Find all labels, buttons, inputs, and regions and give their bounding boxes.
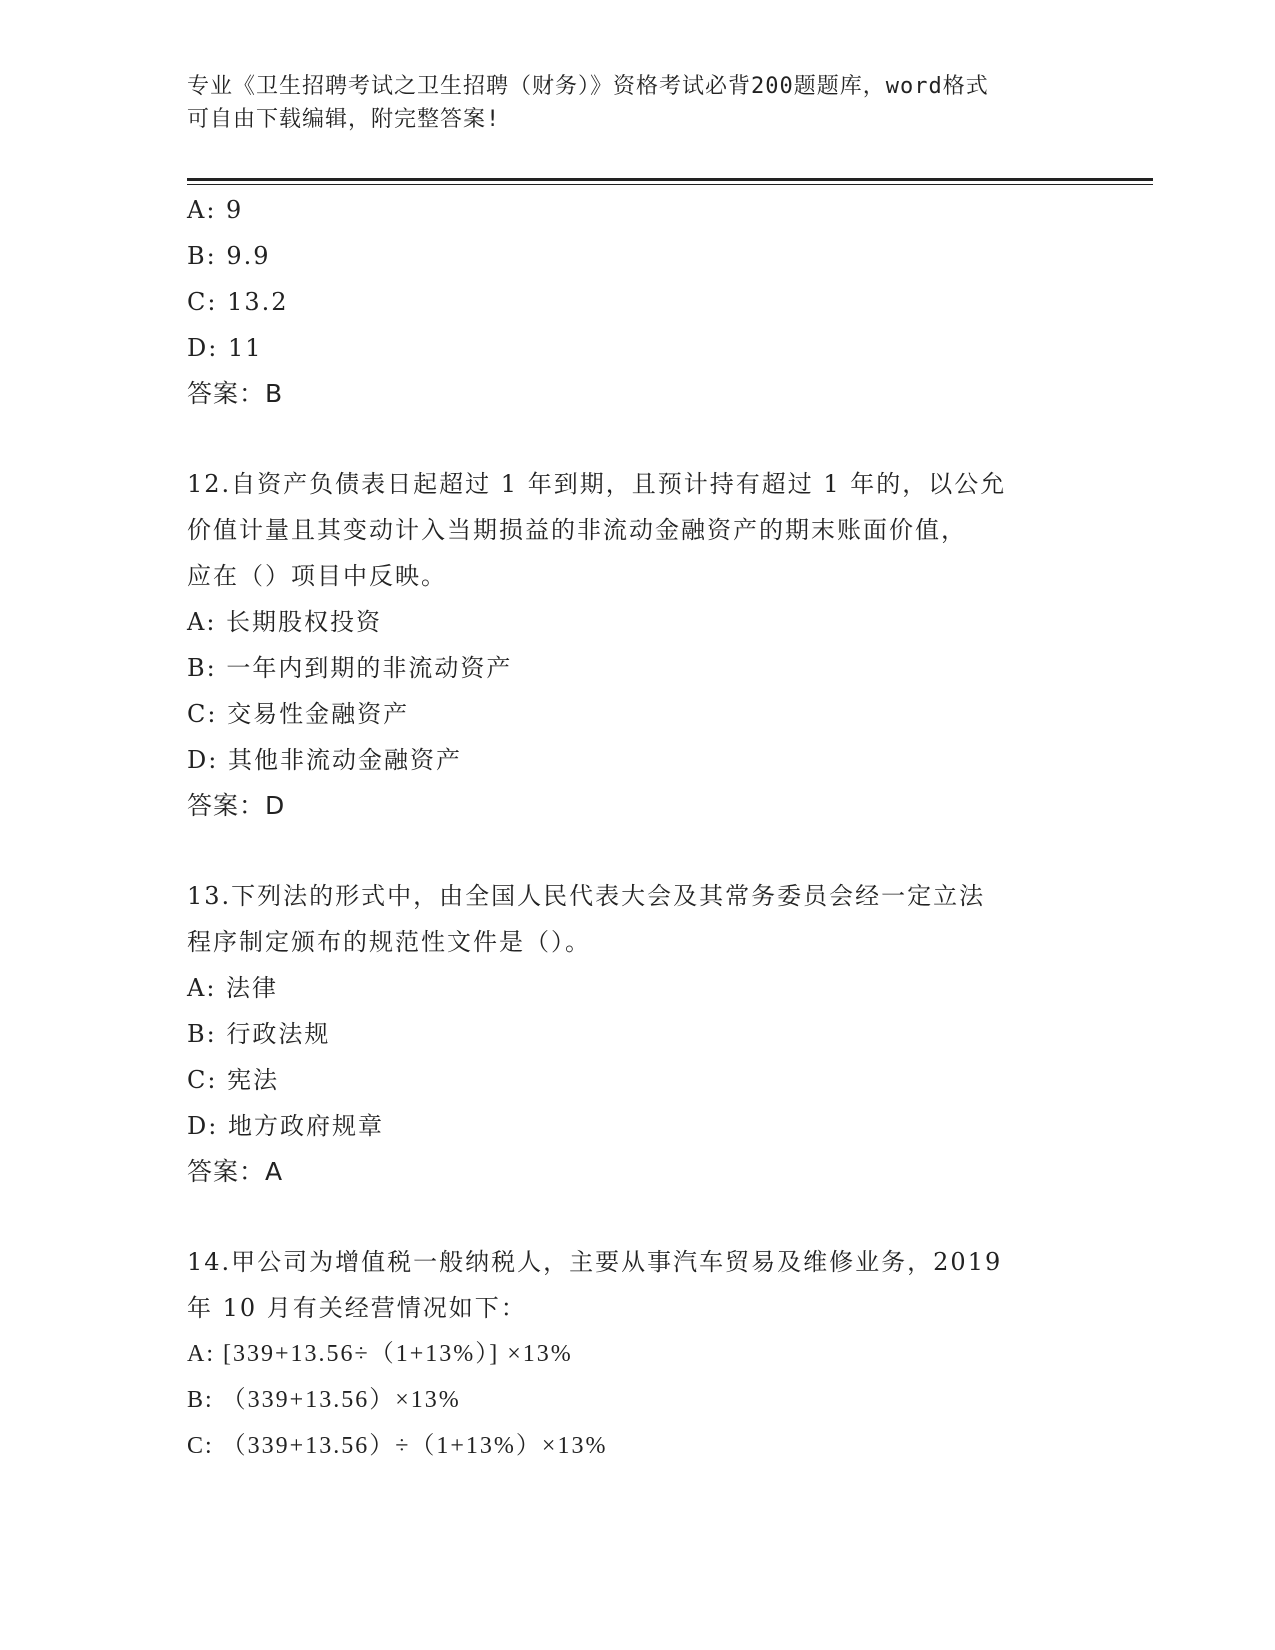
question-text-line-2: 年 10 月有关经营情况如下： xyxy=(187,1294,527,1322)
answer: 答案：A xyxy=(187,1157,284,1186)
option-a: A: 法律 xyxy=(187,974,279,1002)
document-body xyxy=(187,187,1087,1469)
question-12 xyxy=(187,461,1087,829)
option-c: C: 13.2 xyxy=(187,288,289,316)
option-d: D: 地方政府规章 xyxy=(187,1112,384,1140)
option-c: C: 交易性金融资产 xyxy=(187,700,410,728)
option-b: B: （339+13.56）×13% xyxy=(187,1387,461,1413)
answer: 答案：B xyxy=(187,379,284,408)
question-text-line-1: 13.下列法的形式中，由全国人民代表大会及其常务委员会经一定立法 xyxy=(187,882,986,910)
option-a: A: 长期股权投资 xyxy=(187,608,383,636)
question-13 xyxy=(187,873,1087,1195)
question-text-line-1: 14.甲公司为增值税一般纳税人，主要从事汽车贸易及维修业务，2019 xyxy=(187,1248,1003,1276)
option-c: C: （339+13.56）÷（1+13%）×13% xyxy=(187,1433,608,1459)
question-14 xyxy=(187,1239,1087,1469)
option-c: C: 宪法 xyxy=(187,1066,280,1094)
question-text-line-2: 程序制定颁布的规范性文件是（）。 xyxy=(187,928,591,956)
option-b: B: 一年内到期的非流动资产 xyxy=(187,654,513,682)
option-b: B: 行政法规 xyxy=(187,1020,331,1048)
option-d: D: 其他非流动金融资产 xyxy=(187,746,462,774)
option-a: A: [339+13.56÷（1+13%）] ×13% xyxy=(187,1341,573,1367)
option-b: B: 9.9 xyxy=(187,242,271,270)
document-header xyxy=(187,70,1087,136)
option-d: D: 11 xyxy=(187,334,263,362)
answer: 答案：D xyxy=(187,791,286,820)
header-line-2: 可自由下载编辑，附完整答案! xyxy=(187,107,501,132)
header-line-1: 专业《卫生招聘考试之卫生招聘（财务）》资格考试必背200题题库，word格式 xyxy=(187,74,989,99)
header-divider-thick xyxy=(187,178,1153,181)
question-11 xyxy=(187,187,1087,417)
question-text-line-1: 12.自资产负债表日起超过 1 年到期，且预计持有超过 1 年的，以公允 xyxy=(187,470,1007,498)
question-text-line-3: 应在（）项目中反映。 xyxy=(187,562,447,590)
question-text-line-2: 价值计量且其变动计入当期损益的非流动金融资产的期末账面价值， xyxy=(187,516,967,544)
option-a: A: 9 xyxy=(187,196,244,224)
header-divider-thin xyxy=(187,184,1153,185)
